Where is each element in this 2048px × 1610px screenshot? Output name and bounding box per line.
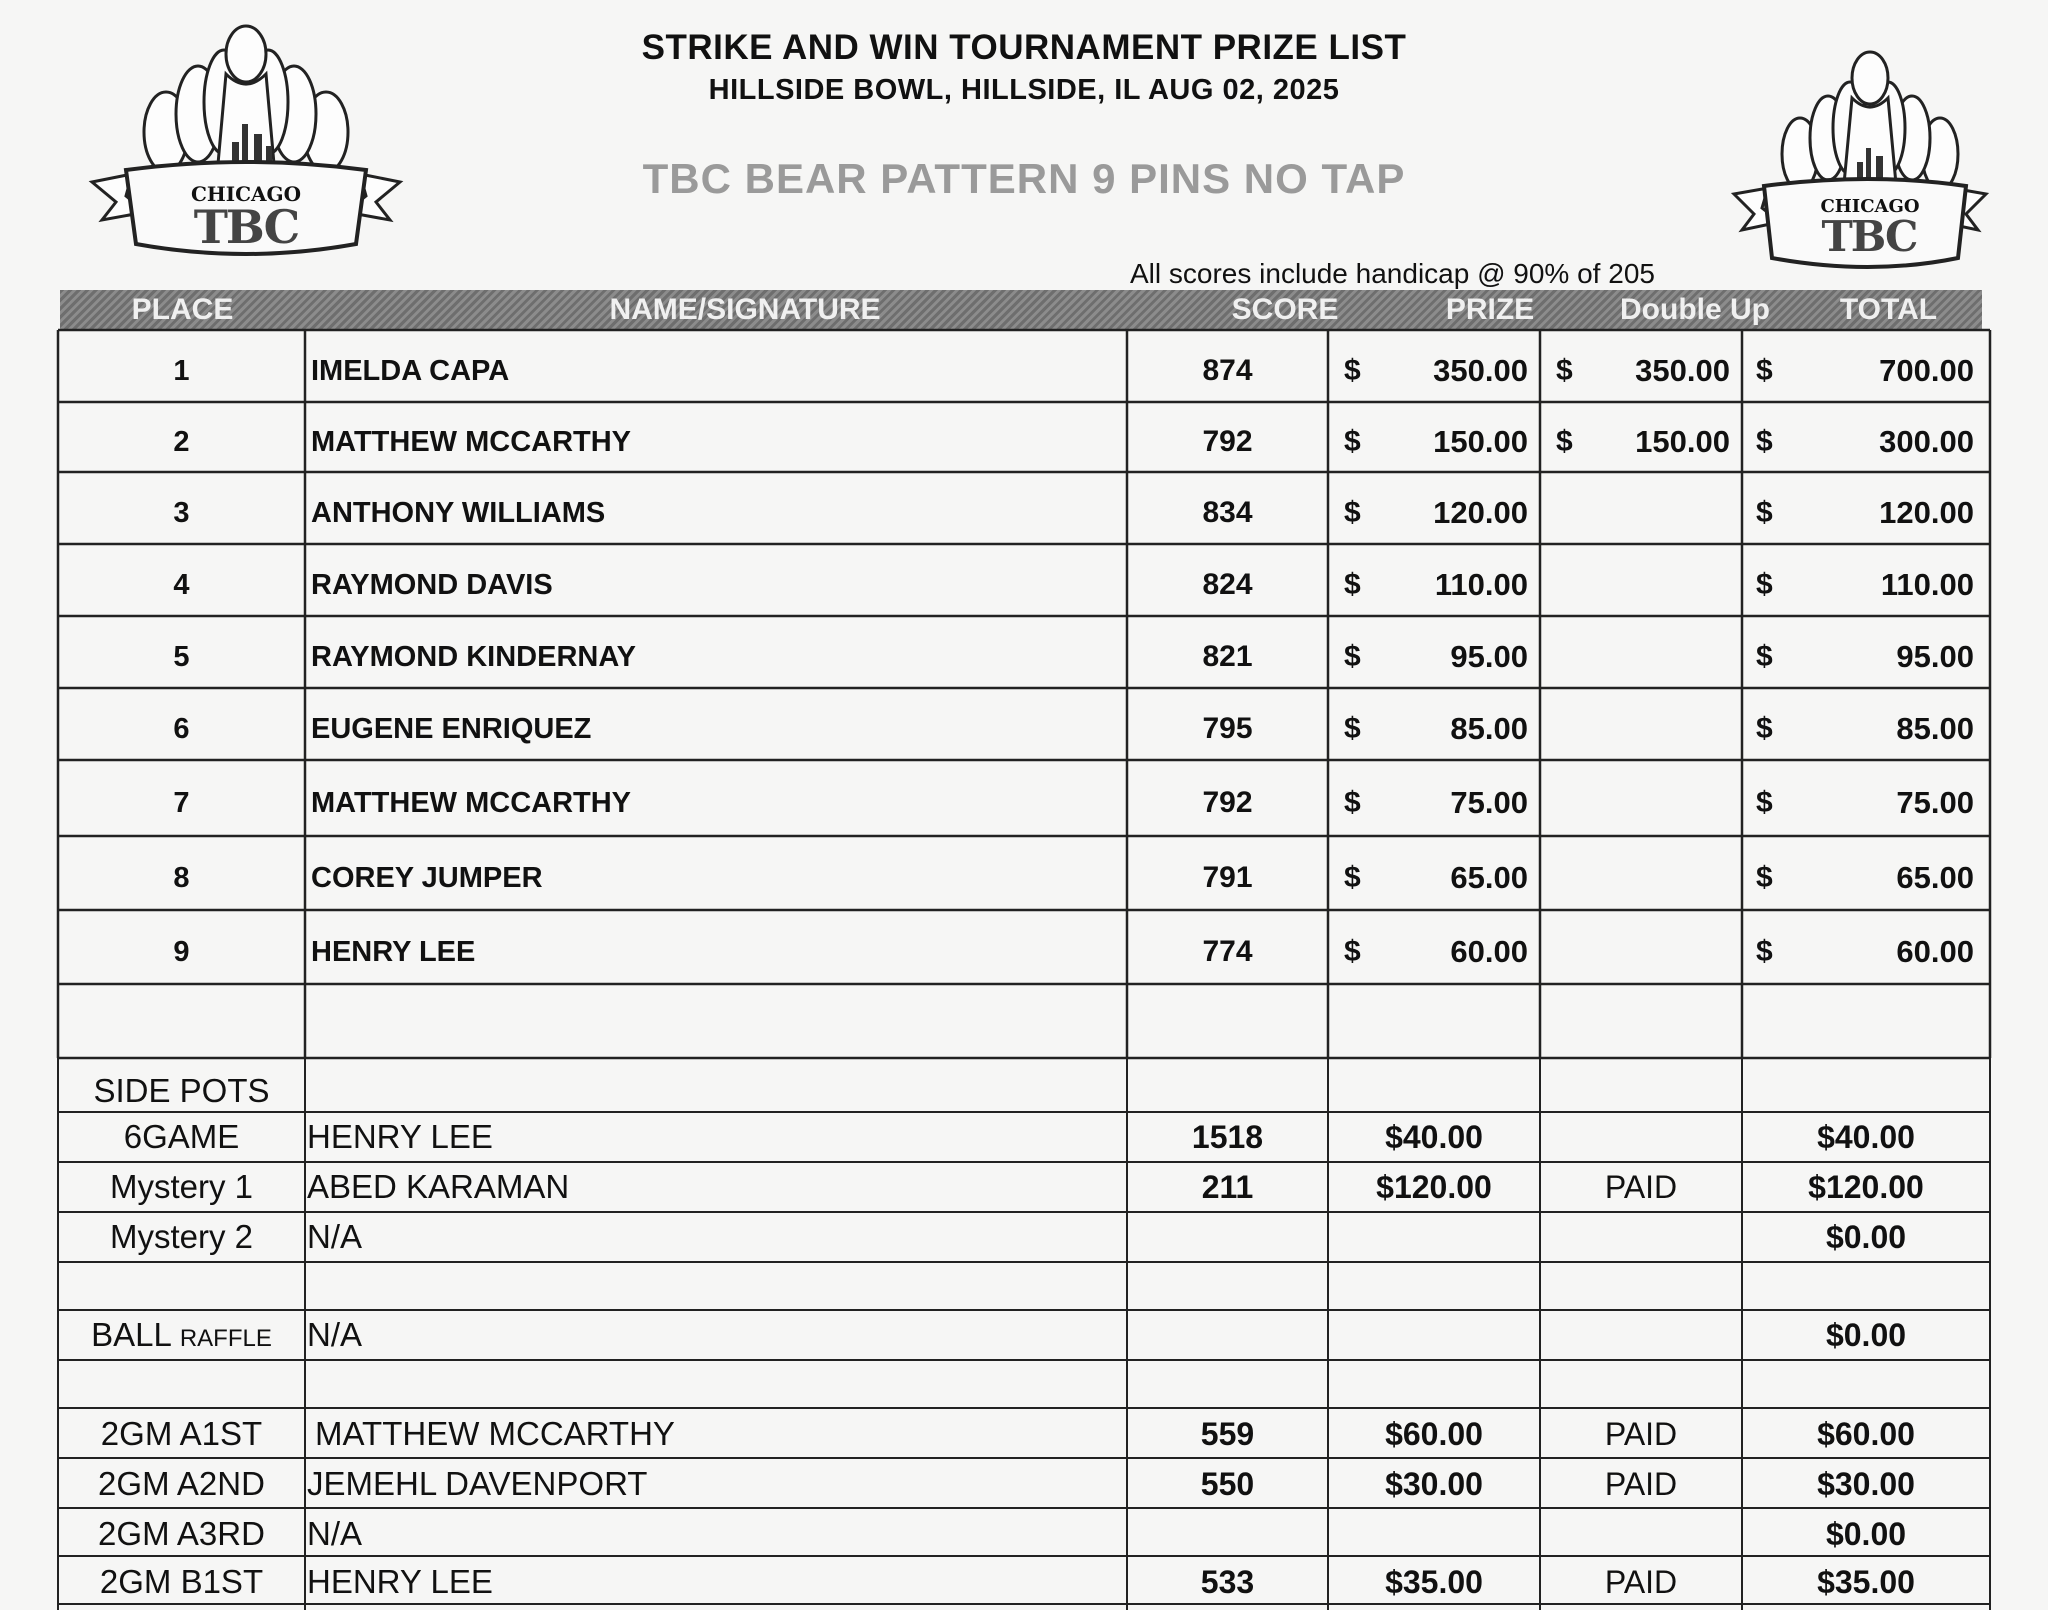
player-name: HENRY LEE <box>311 936 476 968</box>
player-name: COREY JUMPER <box>311 862 543 894</box>
prize-currency: $ <box>1344 712 1361 745</box>
two-game-status: PAID <box>1604 1466 1678 1502</box>
place-number: 9 <box>173 936 190 968</box>
two-game-prize <box>1328 1510 1540 1558</box>
two-game-prize: $35.00 <box>1385 1564 1483 1600</box>
side-pot-label: Mystery 2 <box>109 1218 254 1255</box>
player-name: IMELDA CAPA <box>311 355 510 387</box>
total-amount: 300.00 <box>1879 424 1974 459</box>
document-title: STRIKE AND WIN TOURNAMENT PRIZE LIST <box>641 28 1407 67</box>
total-amount: 95.00 <box>1896 639 1974 674</box>
total-amount: 120.00 <box>1879 495 1974 530</box>
total-currency: $ <box>1756 354 1773 387</box>
total-currency: $ <box>1756 425 1773 458</box>
prize-amount: 110.00 <box>1434 567 1528 602</box>
two-game-score: 559 <box>1200 1416 1255 1452</box>
prize-currency: $ <box>1344 786 1361 819</box>
side-pot-name: HENRY LEE <box>307 1118 493 1155</box>
player-name: ANTHONY WILLIAMS <box>311 497 606 529</box>
two-game-status: PAID <box>1604 1564 1678 1600</box>
score-value: 834 <box>1202 496 1253 529</box>
total-amount: 85.00 <box>1896 711 1974 746</box>
prize-currency: $ <box>1344 354 1361 387</box>
two-game-total: $60.00 <box>1817 1416 1915 1452</box>
prize-amount: 75.00 <box>1450 785 1528 820</box>
total-amount: 65.00 <box>1896 860 1974 895</box>
two-game-label: 2GM B1ST <box>99 1563 264 1600</box>
side-pot-score <box>1127 1212 1328 1262</box>
score-value: 792 <box>1202 425 1253 458</box>
ball-raffle-label-small: RAFFLE <box>179 1325 272 1352</box>
two-game-total: $35.00 <box>1817 1564 1915 1600</box>
place-number: 8 <box>173 862 190 894</box>
total-currency: $ <box>1756 712 1773 745</box>
ball-raffle-label-main: BALL <box>91 1316 171 1353</box>
prize-currency: $ <box>1344 425 1361 458</box>
prize-amount: 150.00 <box>1433 424 1528 459</box>
side-pot-status <box>1540 1212 1742 1262</box>
two-game-prize: $30.00 <box>1385 1466 1483 1502</box>
side-pot-prize: $40.00 <box>1385 1119 1483 1155</box>
double-up-currency: $ <box>1556 354 1573 387</box>
col-header-double-up: Double Up <box>1620 293 1770 326</box>
double-up-amount: 350.00 <box>1635 353 1730 388</box>
ball-raffle-label <box>58 1310 305 1360</box>
prize-amount: 350.00 <box>1433 353 1528 388</box>
side-pot-label: Mystery 1 <box>109 1168 254 1205</box>
two-game-label: 2GM A1ST <box>100 1415 263 1452</box>
side-pot-prize <box>1328 1212 1540 1262</box>
total-amount: 75.00 <box>1896 785 1974 820</box>
total-currency: $ <box>1756 786 1773 819</box>
side-pot-total: $0.00 <box>1825 1219 1907 1255</box>
logo-main-text-right: TBC <box>1821 212 1917 261</box>
place-number: 7 <box>173 787 190 819</box>
document-subtitle: HILLSIDE BOWL, HILLSIDE, IL AUG 02, 2025 <box>708 74 1340 106</box>
side-pots-heading: SIDE POTS <box>93 1072 270 1109</box>
prize-amount: 120.00 <box>1433 495 1528 530</box>
two-game-score: 533 <box>1200 1564 1255 1600</box>
logo-city-text-right: CHICAGO <box>1820 196 1920 217</box>
two-game-name: N/A <box>307 1515 363 1552</box>
score-value: 774 <box>1202 935 1253 968</box>
total-amount: 60.00 <box>1896 934 1974 969</box>
prize-currency: $ <box>1344 861 1361 894</box>
double-up-amount: 150.00 <box>1635 424 1730 459</box>
two-game-name: HENRY LEE <box>307 1563 493 1600</box>
prize-amount: 85.00 <box>1450 711 1528 746</box>
prize-amount: 95.00 <box>1450 639 1528 674</box>
ball-raffle-name: N/A <box>307 1316 363 1353</box>
score-value: 821 <box>1202 640 1253 673</box>
player-name: MATTHEW MCCARTHY <box>311 426 632 458</box>
score-value: 874 <box>1202 354 1253 387</box>
side-pot-name: N/A <box>307 1218 363 1255</box>
place-number: 3 <box>173 497 190 529</box>
prize-amount: 60.00 <box>1450 934 1528 969</box>
col-header-score: SCORE <box>1231 293 1339 326</box>
total-currency: $ <box>1756 640 1773 673</box>
side-pot-total: $40.00 <box>1817 1119 1915 1155</box>
col-header-total: TOTAL <box>1839 293 1938 326</box>
player-name: RAYMOND DAVIS <box>311 569 553 601</box>
player-name: MATTHEW MCCARTHY <box>311 787 632 819</box>
place-number: 2 <box>173 426 190 458</box>
two-game-name: MATTHEW MCCARTHY <box>315 1415 675 1452</box>
score-value: 791 <box>1202 861 1253 894</box>
two-game-total: $0.00 <box>1825 1516 1907 1552</box>
logo-main-text: TBC <box>193 200 299 254</box>
side-pot-status <box>1540 1112 1742 1162</box>
handicap-note: All scores include handicap @ 90% of 205 <box>1130 258 1655 289</box>
player-name: RAYMOND KINDERNAY <box>311 641 636 673</box>
col-header-name: NAME/SIGNATURE <box>609 293 881 326</box>
prize-currency: $ <box>1344 496 1361 529</box>
total-currency: $ <box>1756 861 1773 894</box>
pattern-heading: TBC BEAR PATTERN 9 PINS NO TAP <box>642 155 1406 202</box>
two-game-total: $30.00 <box>1817 1466 1915 1502</box>
side-pot-label: 6GAME <box>123 1118 240 1155</box>
total-amount: 700.00 <box>1879 353 1974 388</box>
side-pot-score: 211 <box>1201 1169 1254 1205</box>
score-value: 824 <box>1202 568 1253 601</box>
side-pot-total: $120.00 <box>1808 1169 1924 1205</box>
two-game-score <box>1127 1510 1328 1558</box>
place-number: 6 <box>173 713 190 745</box>
logo-city-text: CHICAGO <box>190 182 302 206</box>
side-pot-name: ABED KARAMAN <box>307 1168 570 1205</box>
total-currency: $ <box>1756 568 1773 601</box>
total-amount: 110.00 <box>1880 567 1974 602</box>
two-game-status <box>1540 1510 1742 1558</box>
prize-currency: $ <box>1344 640 1361 673</box>
place-number: 4 <box>173 569 190 601</box>
place-number: 5 <box>173 641 190 673</box>
two-game-label: 2GM A3RD <box>98 1515 265 1552</box>
two-game-status: PAID <box>1604 1416 1678 1452</box>
two-game-prize: $60.00 <box>1385 1416 1483 1452</box>
prize-amount: 65.00 <box>1450 860 1528 895</box>
side-pot-score: 1518 <box>1191 1119 1264 1155</box>
two-game-score: 550 <box>1200 1466 1255 1502</box>
two-game-name: JEMEHL DAVENPORT <box>307 1465 648 1502</box>
two-game-label: 2GM A2ND <box>98 1465 265 1502</box>
player-name: EUGENE ENRIQUEZ <box>311 713 592 745</box>
double-up-currency: $ <box>1556 425 1573 458</box>
ball-raffle-total: $0.00 <box>1825 1317 1907 1353</box>
prize-currency: $ <box>1344 935 1361 968</box>
place-number: 1 <box>173 355 190 387</box>
score-value: 795 <box>1202 712 1253 745</box>
total-currency: $ <box>1756 496 1773 529</box>
col-header-prize: PRIZE <box>1445 293 1535 326</box>
prize-currency: $ <box>1344 568 1361 601</box>
score-value: 792 <box>1202 786 1253 819</box>
side-pot-prize: $120.00 <box>1376 1169 1492 1205</box>
col-header-place: PLACE <box>131 293 234 326</box>
total-currency: $ <box>1756 935 1773 968</box>
side-pot-status: PAID <box>1604 1169 1678 1205</box>
